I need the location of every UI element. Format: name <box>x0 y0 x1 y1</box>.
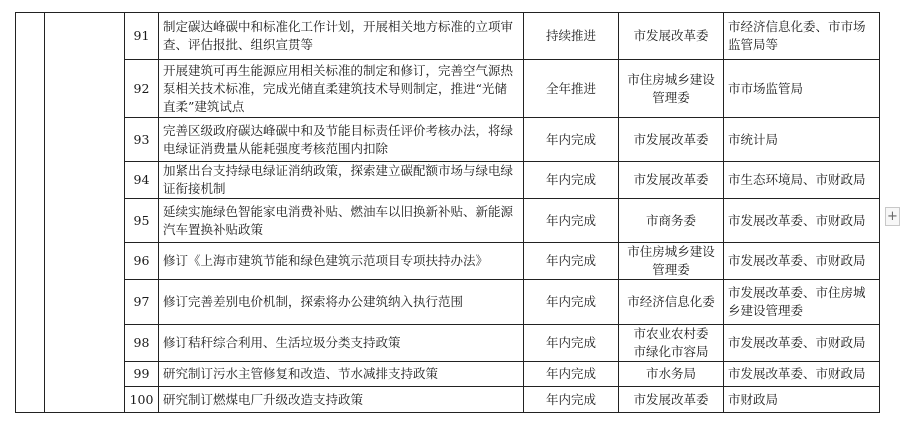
task-cell: 完善区级政府碳达峰碳中和及节能目标责任评价考核办法，将绿电绿证消费量从能耗强度考核范围内扣除 <box>159 118 524 162</box>
table-row <box>16 280 880 325</box>
row-number-cell: 97 <box>125 280 159 325</box>
lead-unit-cell: 市农业农村委 市绿化市容局 <box>619 325 724 362</box>
partner-units-cell: 市发展改革委、市住房城乡建设管理委 <box>724 280 880 325</box>
timeline-cell: 年内完成 <box>524 362 619 387</box>
partner-units-cell: 市发展改革委、市财政局 <box>724 362 880 387</box>
table-row <box>16 60 880 118</box>
task-cell: 延续实施绿色智能家电消费补贴、燃油车以旧换新补贴、新能源汽车置换补贴政策 <box>159 199 524 243</box>
lead-unit-cell: 市经济信息化委 <box>619 280 724 325</box>
row-number-cell: 92 <box>125 60 159 118</box>
lead-unit-cell: 市住房城乡建设管理委 <box>619 243 724 280</box>
table-row <box>16 243 880 280</box>
task-cell: 研究制订燃煤电厂升级改造支持政策 <box>159 387 524 413</box>
lead-unit-cell: 市发展改革委 <box>619 162 724 199</box>
row-number-cell: 98 <box>125 325 159 362</box>
timeline-cell: 年内完成 <box>524 387 619 413</box>
row-number-cell: 91 <box>125 13 159 60</box>
lead-unit-cell: 市商务委 <box>619 199 724 243</box>
task-cell: 制定碳达峰碳中和标准化工作计划，开展相关地方标准的立项审查、评估报批、组织宣贯等 <box>159 13 524 60</box>
timeline-cell: 年内完成 <box>524 243 619 280</box>
timeline-cell: 持续推进 <box>524 13 619 60</box>
timeline-cell: 年内完成 <box>524 199 619 243</box>
table-row <box>16 162 880 199</box>
row-number-cell: 93 <box>125 118 159 162</box>
expand-plus-icon[interactable]: + <box>885 207 900 226</box>
timeline-cell: 年内完成 <box>524 280 619 325</box>
task-cell: 开展建筑可再生能源应用相关标准的制定和修订，完善空气源热泵相关技术标准，完成光储直柔建筑技术导则制定，推进“光储直柔”建筑试点 <box>159 60 524 118</box>
row-number-cell: 99 <box>125 362 159 387</box>
partner-units-cell: 市市场监管局 <box>724 60 880 118</box>
table-row <box>16 387 880 413</box>
row-number-cell: 96 <box>125 243 159 280</box>
partner-units-cell: 市财政局 <box>724 387 880 413</box>
task-cell: 研究制订污水主管修复和改造、节水减排支持政策 <box>159 362 524 387</box>
task-cell: 加紧出台支持绿电绿证消纳政策，探索建立碳配额市场与绿电绿证衔接机制 <box>159 162 524 199</box>
lead-unit-cell: 市发展改革委 <box>619 387 724 413</box>
lead-unit-cell: 市住房城乡建设管理委 <box>619 60 724 118</box>
timeline-cell: 年内完成 <box>524 162 619 199</box>
partner-units-cell: 市生态环境局、市财政局 <box>724 162 880 199</box>
table-row <box>16 118 880 162</box>
table-row <box>16 199 880 243</box>
table-row <box>16 13 880 60</box>
lead-unit-cell: 市发展改革委 <box>619 118 724 162</box>
partner-units-cell: 市发展改革委、市财政局 <box>724 243 880 280</box>
policy-table <box>15 12 880 413</box>
lead-unit-cell: 市发展改革委 <box>619 13 724 60</box>
lead-unit-cell: 市水务局 <box>619 362 724 387</box>
timeline-cell: 全年推进 <box>524 60 619 118</box>
task-cell: 修订《上海市建筑节能和绿色建筑示范项目专项扶持办法》 <box>159 243 524 280</box>
task-cell: 修订秸秆综合利用、生活垃圾分类支持政策 <box>159 325 524 362</box>
row-number-cell: 95 <box>125 199 159 243</box>
row-number-cell: 94 <box>125 162 159 199</box>
table-row <box>16 362 880 387</box>
partner-units-cell: 市经济信息化委、市市场监管局等 <box>724 13 880 60</box>
partner-units-cell: 市发展改革委、市财政局 <box>724 325 880 362</box>
timeline-cell: 年内完成 <box>524 325 619 362</box>
task-cell: 修订完善差别电价机制，探索将办公建筑纳入执行范围 <box>159 280 524 325</box>
category-cell <box>16 13 45 413</box>
partner-units-cell: 市统计局 <box>724 118 880 162</box>
timeline-cell: 年内完成 <box>524 118 619 162</box>
row-number-cell: 100 <box>125 387 159 413</box>
partner-units-cell: 市发展改革委、市财政局 <box>724 199 880 243</box>
table-row <box>16 325 880 362</box>
subcategory-cell <box>45 13 125 413</box>
